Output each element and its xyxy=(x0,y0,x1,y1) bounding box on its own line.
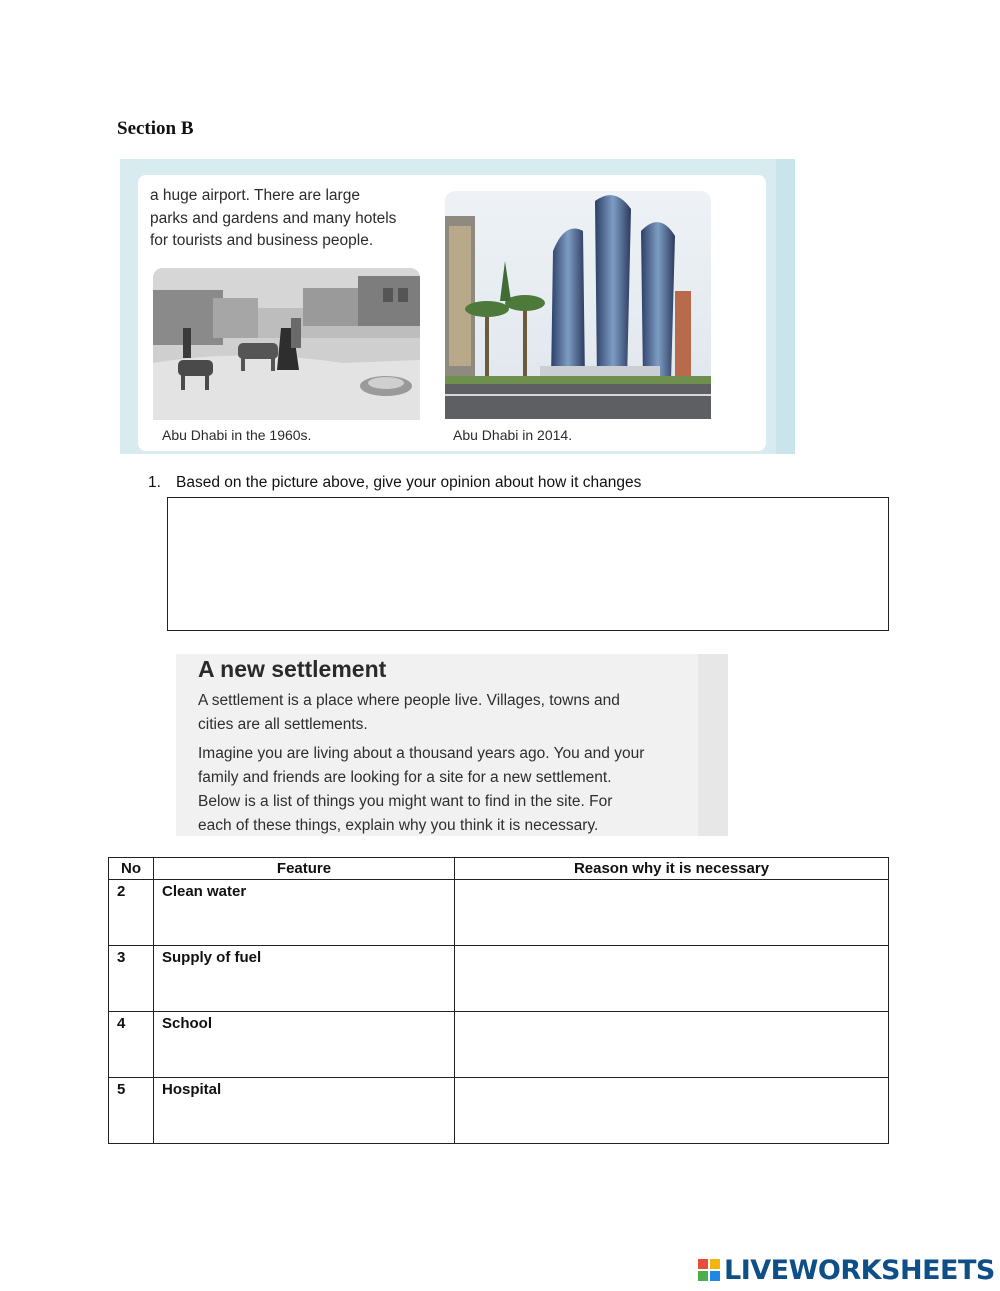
textbook-text xyxy=(150,185,440,253)
table-row xyxy=(109,1078,889,1144)
paragraph-line: Below is a list of things you might want to find in the site. For xyxy=(198,793,613,810)
settlement-paragraph-1 xyxy=(198,689,620,737)
row-number: 3 xyxy=(109,946,154,1012)
table-row xyxy=(109,1012,889,1078)
question-1 xyxy=(148,474,641,492)
textbook-scan-abu-dhabi xyxy=(120,159,795,454)
question-number: 1. xyxy=(148,474,161,491)
scan-ghost-edge xyxy=(698,654,728,836)
logo-block xyxy=(698,1259,708,1269)
row-feature: Hospital xyxy=(154,1078,455,1144)
table-row xyxy=(109,946,889,1012)
logo-block xyxy=(698,1271,708,1281)
logo-block xyxy=(710,1259,720,1269)
row-number: 2 xyxy=(109,880,154,946)
paragraph-line: Imagine you are living about a thousand years ago. You and your xyxy=(198,745,645,762)
textbook-scan-new-settlement xyxy=(176,654,728,836)
photo-caption-1960s: Abu Dhabi in the 1960s. xyxy=(162,427,312,443)
paragraph-line: family and friends are looking for a site for a new settlement. xyxy=(198,769,612,786)
paragraph-line: cities are all settlements. xyxy=(198,716,368,733)
reason-answer-cell[interactable] xyxy=(455,1012,889,1078)
row-feature: Supply of fuel xyxy=(154,946,455,1012)
row-feature: Clean water xyxy=(154,880,455,946)
header-no: No xyxy=(109,858,154,880)
reason-answer-cell[interactable] xyxy=(455,880,889,946)
logo-blocks-icon xyxy=(698,1259,720,1281)
reason-answer-cell[interactable] xyxy=(455,946,889,1012)
logo-block xyxy=(710,1271,720,1281)
photo-caption-2014: Abu Dhabi in 2014. xyxy=(453,427,573,443)
paragraph-line: each of these things, explain why you think it is necessary. xyxy=(198,817,599,834)
paragraph-line: A settlement is a place where people live. Villages, towns and xyxy=(198,692,620,709)
liveworksheets-logo xyxy=(698,1253,995,1287)
textbook-line: for tourists and business people. xyxy=(150,232,374,249)
row-feature: School xyxy=(154,1012,455,1078)
logo-text: LIVEWORKSHEETS xyxy=(724,1254,995,1286)
settlement-paragraph-2 xyxy=(198,742,644,836)
row-number: 4 xyxy=(109,1012,154,1078)
textbook-line: parks and gardens and many hotels xyxy=(150,209,397,227)
photo-abu-dhabi-2014 xyxy=(445,191,711,419)
header-feature: Feature xyxy=(154,858,455,880)
settlement-heading: A new settlement xyxy=(198,656,387,682)
row-number: 5 xyxy=(109,1078,154,1144)
table-header-row xyxy=(109,858,889,880)
textbook-line: a huge airport. There are large xyxy=(150,187,360,204)
header-reason: Reason why it is necessary xyxy=(455,858,889,880)
photo-abu-dhabi-1960s xyxy=(153,268,420,420)
feature-table xyxy=(108,857,889,1144)
table-row xyxy=(109,880,889,946)
reason-answer-cell[interactable] xyxy=(455,1078,889,1144)
answer-box-question-1[interactable] xyxy=(167,497,889,631)
question-text: Based on the picture above, give your opinion about how it changes xyxy=(176,474,642,491)
scan-page-edge xyxy=(776,159,795,454)
section-title: Section B xyxy=(117,118,194,139)
